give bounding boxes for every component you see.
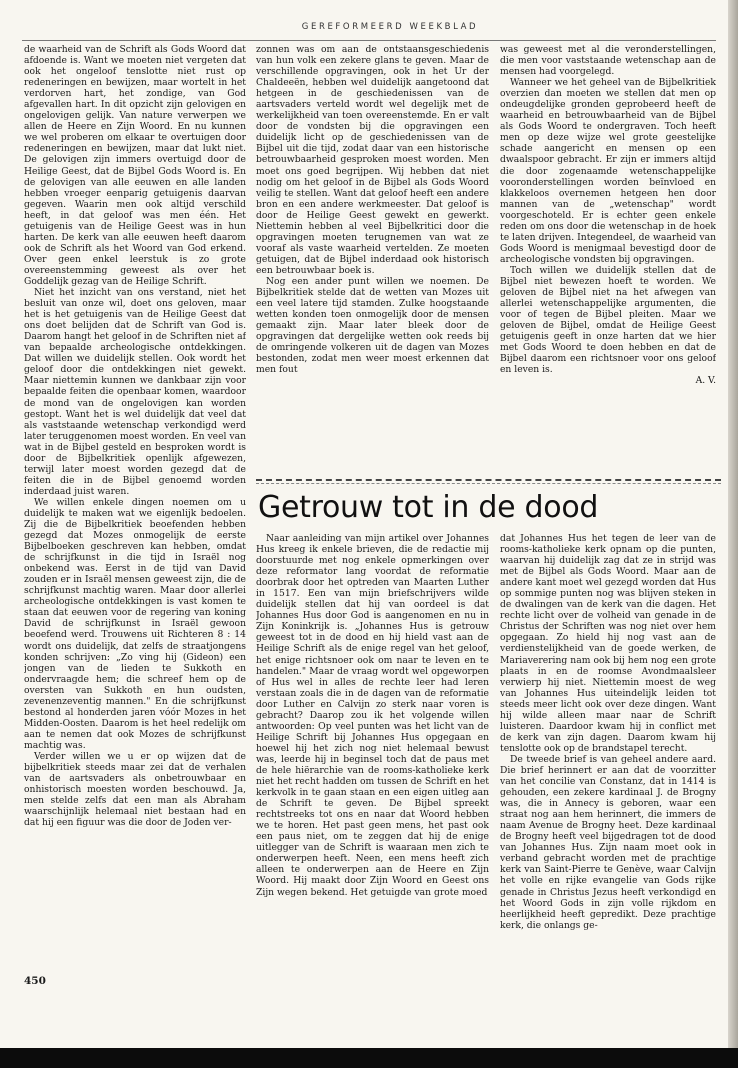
section-divider <box>256 479 721 481</box>
paragraph: Wanneer we het geheel van de Bijbelkritiek overzien dan moeten we stellen dat men op ondeugdelijke gronden geprobeerd heeft de waarheid en betrouwbaarheid van de Bijbel als Gods Woord te ondergraven. Toch heeft men op deze wijze wel grote geestelijke schade aangericht en mensen op een dwaalspoor gebracht. Er zijn er immers altijd die door zogenaamde wetenschappelijke vooronderstellingen worden beïnvloed en klakkeloos overnemen hetgeen hen door mannen van de „wetenschap" wordt voorgeschoteld. Er is echter geen enkele reden om ons door die wetenschap in de hoek te laten drijven. Integendeel, de waarheid van Gods Woord is menigmaal bevestigd door de archeologische vondsten bij opgravingen. <box>500 77 716 265</box>
article2-column-1 <box>256 533 489 965</box>
article2-column-2 <box>500 533 716 965</box>
paragraph: dat Johannes Hus het tegen de leer van de rooms-katholieke kerk opnam op die punten, waarvan hij duidelijk zag dat ze in strijd was met de Bijbel als Gods Woord. Maar aan de andere kant moet wel gezegd worden dat Hus op sommige punten nog was blijven steken in de dwalingen van de kerk van die dagen. Het rechte licht over de volheid van genade in de Christus der Schriften was nog niet over hem opgegaan. Zo hield hij nog vast aan de verdienstelijkheid van de goede werken, de Mariaverering nam ook bij hem nog een grote plaats in en de roomse Avondmaalsleer verwierp hij niet. Niettemin moest de weg van Johannes Hus uiteindelijk leiden tot steeds meer licht ook over deze dingen. Want hij wilde alleen maar naar de Schrift luisteren. Daardoor kwam hij in conflict met de kerk van zijn dagen. Daarom kwam hij tenslotte ook op de brandstapel terecht. <box>500 533 716 754</box>
article2-headline: Getrouw tot in de dood <box>258 490 599 525</box>
paragraph: Niet het inzicht van ons verstand, niet het besluit van onze wil, doet ons geloven, maar het is het getuigenis van de Heilige Geest dat ons doet belijden dat de Schrift van God is. Daarom hangt het geloof in de Schriften niet af van bepaalde archeologische ontdekkingen. Dat willen we duidelijk stellen. Ook wordt het geloof door die ontdekkingen niet gewekt. Maar niettemin kunnen we dankbaar zijn voor bepaalde feiten die openbaar komen, waardoor de mond van de ongelovigen kan worden gestopt. Want het is wel duidelijk dat veel dat als vaststaande wetenschap verkondigd werd later teruggenomen moest worden. En veel van wat in de Bijbel gesteld en besproken wordt is door de Bijbelkritiek openlijk afgewezen, terwijl later moest worden gezegd dat de feiten die in de Bijbel genoemd worden inderdaad juist waren. <box>24 287 246 497</box>
article1-column-3 <box>500 44 716 476</box>
paragraph: was geweest met al die veronderstellingen, die men voor vaststaande wetenschap aan de mensen had voorgelegd. <box>500 44 716 78</box>
paragraph: We willen enkele dingen noemen om u duidelijk te maken wat we eigenlijk bedoelen. Zij die de Bijbelkritiek beoefenden hebben gezegd dat Mozes onmogelijk de eerste Bijbelboeken geschreven kan hebben, omdat de schrijfkunst in die tijd in Israël nog onbekend was. Eerst in de tijd van David zouden er in Israël mensen geweest zijn, die de schrijfkunst machtig waren. Maar door allerlei archeologische ontdekkingen is vast komen te staan dat eeuwen voor de regering van koning David de schrijfkunst in Israël gewoon beoefend werd. Trouwens uit Richteren 8 : 14 wordt ons duidelijk, dat zelfs de straatjongens konden schrijven: „Zo ving hij (Gideon) een jongen van de lieden te Sukkoth en ondervraagde hem; die schreef hem op de oversten van Sukkoth en hun oudsten, zevenenzeventig mannen." En die schrijfkunst bestond al honderden jaren vóór Mozes in het Midden-Oosten. Daarom is het heel redelijk om aan te nemen dat ook Mozes de schrijfkunst machtig was. <box>24 496 246 751</box>
paragraph: Nog een ander punt willen we noemen. De Bijbelkritiek stelde dat de wetten van Mozes uit een veel latere tijd stamden. Zulke hoogstaande wetten konden toen onmogelijk door de mensen gemaakt zijn. Maar later bleek door de opgravingen dat dergelijke wetten ook reeds bij de omringende volkeren uit de dagen van Mozes bestonden, zodat men weer moest erkennen dat men fout <box>256 275 489 376</box>
article1-column-1 <box>24 44 246 964</box>
running-header: GEREFORMEERD WEEKBLAD <box>301 22 479 32</box>
paragraph: De tweede brief is van geheel andere aard. Die brief herinnert er aan dat de voorzitter van het concilie van Constanz, dat in 1414 is gehouden, een zekere kardinaal J. de Brogny was, die in Annecy is geboren, waar een straat nog aan hem herinnert, die immers de naam Avenue de Brogny heet. Deze kardinaal de Brogny heeft veel bijgedragen tot de dood van Johannes Hus. Zijn naam moet ook in verband gebracht worden met de prachtige kerk van Saint-Pierre te Genève, waar Calvijn het volle en rijke evangelie van Gods rijke genade in Christus Jezus heeft verkondigd en het Woord Gods in zijn volle rijkdom en heerlijkheid heeft gepredikt. Deze prachtige kerk, die onlangs ge- <box>500 753 716 931</box>
paragraph: de waarheid van de Schrift als Gods Woord dat afdoende is. Want we moeten niet vergeten dat ook het ongeloof tenslotte niet rust op redeneringen en bewijzen, maar wortelt in het verdorven hart, het zondige, van God afgevallen hart. In dit opzicht zijn gelovigen en ongelovigen gelijk. Van nature verwerpen we allen de Heere en Zijn Woord. En nu kunnen we wel proberen om elkaar te overtuigen door redeneringen en bewijzen, maar dat lukt niet. De gelovigen zijn immers overtuigd door de Heilige Geest, dat de Bijbel Gods Woord is. En de gelovigen van alle eeuwen en alle landen hebben vroeger eenparig getuigenis daarvan gegeven. Waarin men ook altijd verschild heeft, in dat geloof was men één. Het getuigenis van de Heilige Geest was in hun harten. De kerk van alle eeuwen heeft daarom ook de Schrift als het Woord van God erkend. Over geen enkel leerstuk is zo grote overeenstemming geweest als over het Goddelijk gezag van de Heilige Schrift. <box>24 44 246 287</box>
paragraph: Naar aanleiding van mijn artikel over Johannes Hus kreeg ik enkele brieven, die de redactie mij doorstuurde met nog enkele opmerkingen over deze reformator lang voordat de reformatie doorbrak door het optreden van Maarten Luther in 1517. Een van mijn briefschrijvers wilde duidelijk stellen dat hij van oordeel is dat Johannes Hus door God is aangenomen en nu in Zijn Koninkrijk is. „Johannes Hus is getrouw geweest tot in de dood en hij hield vast aan de Heilige Schrift als de enige regel van het geloof, het enige richtsnoer ook om naar te leven en te handelen." Maar de vraag wordt wel opgeworpen of Hus wel in alles de rechte leer had leren verstaan zoals die in de dagen van de reformatie door Luther en Calvijn zo sterk naar voren is gebracht? Daarop zou ik het volgende willen antwoorden: Op veel punten was het licht van de Heilige Schrift bij Johannes Hus opgegaan en hoewel hij het zich nog niet helemaal bewust was, leerde hij in beginsel toch dat de paus met de hele hiërarchie van de rooms-katholieke kerk niet het recht hadden om tussen de Schrift en het kerkvolk in te gaan staan en een eigen uitleg aan de Schrift te geven. De Bijbel spreekt rechtstreeks tot ons en naar dat Woord hebben we te horen. Het past geen mens, het past ook een paus niet, om te zeggen dat hij de enige uitlegger van de Schrift is waaraan men zich te onderwerpen heeft. Neen, een mens heeft zich alleen te onderwerpen aan de Heere en Zijn Woord. Hij maakt door Zijn Woord en Geest ons Zijn wegen bekend. Het getuigde van grote moed <box>256 533 489 898</box>
page-number: 450 <box>24 975 46 987</box>
paragraph: zonnen was om aan de ontstaansgeschiedenis van hun volk een zekere glans te geven. Maar de verschillende opgravingen, ook in het Ur der Chaldeeën, hebben wel duidelijk aangetoond dat hetgeen in de geschiedenissen van de aartsvaders verteld wordt wel degelijk met de werkelijkheid van toen overeenstemde. En er valt door de vondsten bij die opgravingen een duidelijk licht op de geschiedenissen van de Bijbel uit die tijd, zodat daar van een historische betrouwbaarheid gesproken moest worden. Men moet ons goed begrijpen. Wij hebben dat niet nodig om het geloof in de Bijbel als Gods Woord veilig te stellen. Want dat geloof heeft een andere bron en een andere werkmeester. Dat geloof is door de Heilige Geest gewekt en gewerkt. Niettemin hebben al veel Bijbelkritici door die opgravingen moeten terugnemen van wat ze vooraf als vaste waarheid vertelden. Ze moeten getuigen, dat de Bijbel inderdaad ook historisch een betrouwbaar boek is. <box>256 44 489 276</box>
paragraph: Verder willen we u er op wijzen dat de bijbelkritiek steeds maar zei dat de verhalen van de aartsvaders als onbetrouwbaar en onhistorisch moesten worden beschouwd. Ja, men stelde zelfs dat een man als Abraham waarschijnlijk helemaal niet bestaan had en dat hij een figuur was die door de Joden ver- <box>24 751 246 829</box>
header-rule <box>22 40 716 41</box>
paragraph: Toch willen we duidelijk stellen dat de Bijbel niet bewezen hoeft te worden. We geloven de Bijbel niet na het afwegen van allerlei wetenschappelijke argumenten, die voor of tegen de Bijbel pleiten. Maar we geloven de Bijbel, omdat de Heilige Geest getuigenis geeft in onze harten dat we hier met Gods Woord te doen hebben en dat de Bijbel daarom een richtsnoer voor ons geloof en leven is. <box>500 264 716 376</box>
section-divider-secondary <box>256 483 721 484</box>
author-signature: A. V. <box>695 375 716 387</box>
page-edge-shadow <box>728 0 738 1048</box>
scan-bottom-border <box>0 1048 738 1068</box>
article1-column-2 <box>256 44 489 476</box>
